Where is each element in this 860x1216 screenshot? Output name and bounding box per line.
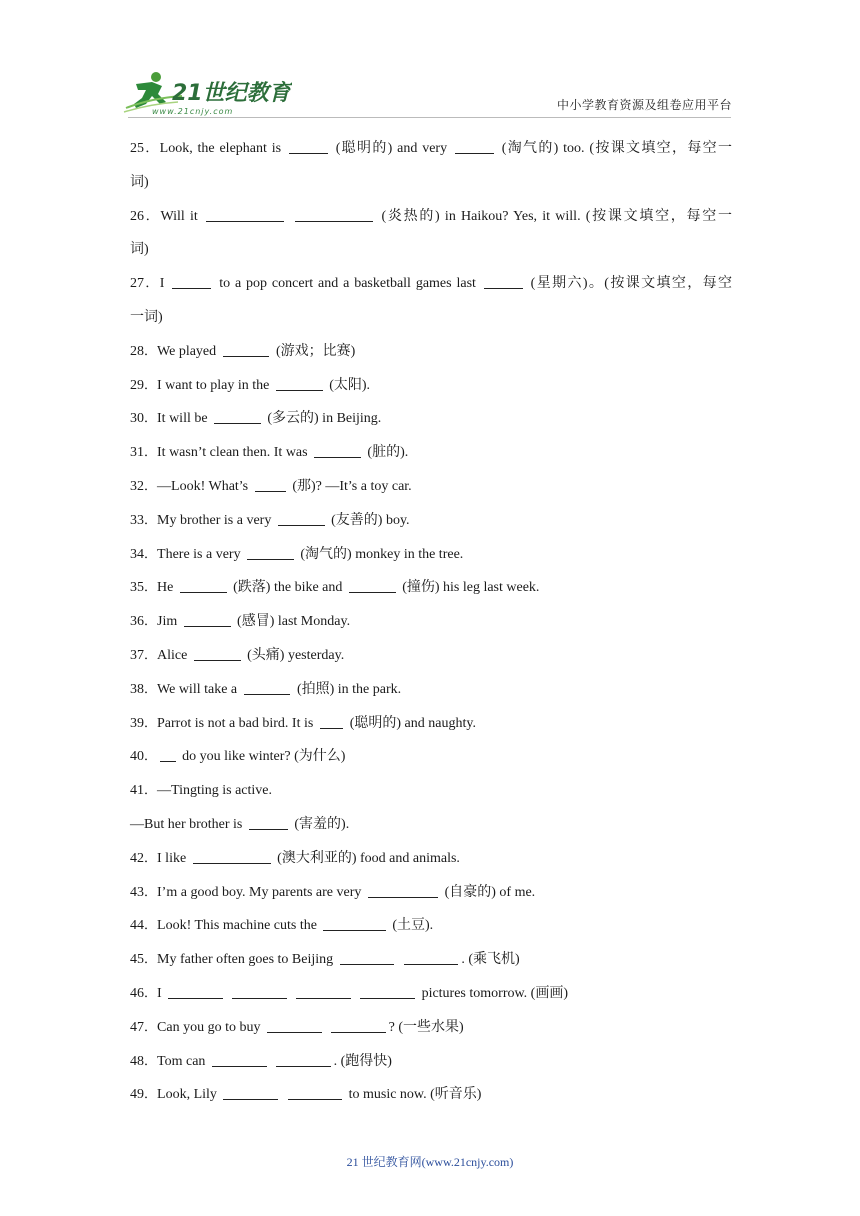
question-text: (澳大利亚的) food and animals.: [273, 850, 460, 866]
question-number: 46: [130, 985, 144, 1001]
question-number: 49: [130, 1087, 144, 1103]
question-number: 29: [130, 377, 144, 393]
answer-blank[interactable]: [323, 929, 385, 931]
question-text: (那)? —It’s a toy car.: [288, 478, 412, 494]
answer-blank[interactable]: [267, 1031, 322, 1033]
answer-blank[interactable]: [288, 1098, 343, 1100]
question-text: Can you go to buy: [157, 1019, 264, 1035]
question-text: 一词): [130, 309, 163, 325]
question-text: [226, 986, 230, 1001]
answer-blank[interactable]: [223, 1098, 278, 1100]
answer-blank[interactable]: [184, 625, 231, 627]
question-text: (多云的) in Beijing.: [263, 411, 382, 427]
question-continuation: [130, 233, 732, 267]
question-text: [290, 986, 294, 1001]
answer-blank[interactable]: [455, 152, 494, 154]
question-number: 36: [130, 614, 144, 630]
answer-blank[interactable]: [349, 591, 396, 593]
question-text: 词): [130, 242, 149, 258]
question-text: (拍照) in the park.: [293, 681, 402, 697]
question-30: 30．It will be (多云的) in Beijing.: [130, 411, 382, 427]
question-text: (友善的) boy.: [327, 512, 410, 528]
question-text: do you like winter? (为什么): [178, 749, 346, 765]
answer-blank[interactable]: [278, 524, 325, 526]
question-43: 43．I’m a good boy. My parents are very (自豪的) of me.: [130, 884, 536, 900]
logo-title: 21世纪教育: [172, 81, 291, 106]
answer-blank[interactable]: [212, 1065, 267, 1067]
answer-blank[interactable]: [180, 591, 227, 593]
question-number: 27: [130, 276, 144, 292]
question-40: 40． do you like winter? (为什么): [130, 749, 346, 765]
header-divider: [128, 117, 731, 118]
question-number: 34: [130, 546, 144, 562]
question-text: We played: [157, 343, 220, 359]
svg-text:www.21cnjy.com: www.21cnjy.com: [152, 107, 234, 116]
answer-blank[interactable]: [249, 828, 288, 830]
question-number: 28: [130, 343, 144, 359]
question-47: 47．Can you go to buy ? (一些水果): [130, 1019, 464, 1035]
question-number: 30: [130, 411, 144, 427]
question-text: My brother is a very: [157, 512, 275, 528]
question-text: (星期六)。(按课文填空，每空: [525, 276, 732, 292]
question-text: Jim: [157, 614, 181, 630]
question-text: We will take a: [157, 681, 241, 697]
answer-blank[interactable]: [314, 456, 361, 458]
question-text: (淘气的) too. (按课文填空，每空一: [496, 141, 732, 156]
question-list: [130, 132, 732, 1112]
question-text: It wasn’t clean then. It was: [157, 445, 312, 461]
question-number: 40: [130, 749, 144, 765]
answer-blank[interactable]: [232, 997, 287, 999]
question-text: (害羞的).: [290, 816, 350, 832]
question-text: I like: [157, 850, 190, 866]
question-text: (土豆).: [388, 918, 434, 934]
question-number: 35: [130, 580, 144, 596]
page-footer[interactable]: 21 世纪教育网(www.21cnjy.com): [346, 1155, 514, 1169]
question-text: ? (一些水果): [388, 1019, 464, 1035]
question-text: Tom can: [157, 1053, 209, 1069]
question-text: There is a very: [157, 546, 245, 562]
question-42: 42．I like (澳大利亚的) food and animals.: [130, 850, 460, 866]
question-text: I: [159, 276, 170, 292]
answer-blank[interactable]: [193, 862, 271, 864]
answer-blank[interactable]: [214, 422, 261, 424]
site-logo[interactable]: [122, 68, 292, 118]
page-header: [0, 0, 860, 125]
answer-blank[interactable]: [340, 963, 395, 965]
question-number: 33: [130, 512, 144, 528]
question-number: 42: [130, 850, 144, 866]
question-39: 39．Parrot is not a bad bird. It is (聪明的) and naughty.: [130, 715, 476, 731]
question-27: 27．I to a pop concert and a basketball games last (星期六)。(按课文填空，每空: [130, 276, 732, 292]
question-text: 词): [130, 174, 149, 190]
question-number: 37: [130, 647, 144, 663]
question-text: Alice: [157, 647, 191, 663]
question-text: (脏的).: [363, 445, 409, 461]
question-text: Look, Lily: [157, 1087, 221, 1103]
question-continuation: [130, 808, 732, 842]
answer-blank[interactable]: [244, 693, 291, 695]
question-25: 25．Look, the elephant is (聪明的) and very (淘气的) too. (按课文填空，每空一: [130, 141, 732, 156]
question-number: 44: [130, 918, 144, 934]
question-text: [287, 209, 292, 224]
header-platform-name: 中小学教育资源及组卷应用平台: [556, 98, 732, 112]
question-text: —Tingting is active.: [157, 783, 273, 799]
question-text: to music now. (听音乐): [345, 1087, 482, 1103]
answer-blank[interactable]: [331, 1031, 386, 1033]
answer-blank[interactable]: [223, 355, 270, 357]
answer-blank[interactable]: [172, 287, 211, 289]
question-38: 38．We will take a (拍照) in the park.: [130, 681, 402, 697]
question-35: 35．He (跌落) the bike and (撞伤) his leg last week.: [130, 580, 540, 596]
question-text: [354, 986, 358, 1001]
question-text: . (乘飞机): [461, 952, 520, 968]
question-text: (头痛) yesterday.: [243, 647, 345, 663]
question-text: (撞伤) his leg last week.: [398, 580, 540, 596]
question-text: My father often goes to Beijing: [157, 952, 337, 968]
question-26: 26．Will it (炎热的) in Haikou? Yes, it will. (按课文填空，每空一: [130, 208, 732, 224]
question-number: 47: [130, 1019, 144, 1035]
question-48: 48．Tom can . (跑得快): [130, 1053, 392, 1069]
question-text: Look, the elephant is: [159, 141, 286, 156]
question-continuation: [130, 301, 732, 335]
question-28: 28．We played (游戏；比赛): [130, 343, 356, 359]
answer-blank[interactable]: [276, 389, 323, 391]
question-number: 45: [130, 952, 144, 968]
answer-blank[interactable]: [360, 997, 415, 999]
question-34: 34．There is a very (淘气的) monkey in the tree.: [130, 546, 464, 562]
question-text: (炎热的) in Haikou? Yes, it will. (按课文填空，每空一: [376, 208, 732, 224]
answer-blank[interactable]: [247, 558, 294, 560]
question-text: (淘气的) monkey in the tree.: [296, 546, 464, 562]
answer-blank[interactable]: [168, 997, 223, 999]
question-33: 33．My brother is a very (友善的) boy.: [130, 512, 410, 528]
question-text: [397, 952, 401, 967]
answer-blank[interactable]: [276, 1065, 331, 1067]
question-text: (聪明的) and naughty.: [346, 715, 476, 731]
question-29: 29．I want to play in the (太阳).: [130, 377, 371, 393]
question-41: 41．—Tingting is active.: [130, 783, 273, 799]
question-number: 32: [130, 478, 144, 494]
question-31: 31．It wasn’t clean then. It was (脏的).: [130, 445, 409, 461]
runner-logo-icon: [122, 68, 292, 118]
question-text: I’m a good boy. My parents are very: [157, 884, 365, 900]
question-text: pictures tomorrow. (画画): [418, 985, 569, 1001]
question-text: (感冒) last Monday.: [233, 614, 351, 630]
question-number: 48: [130, 1053, 144, 1069]
answer-blank[interactable]: [194, 659, 241, 661]
question-number: 25: [130, 141, 144, 156]
question-number: 41: [130, 783, 144, 799]
answer-blank[interactable]: [484, 287, 523, 289]
question-text: —But her brother is: [130, 816, 246, 832]
question-text: [325, 1020, 329, 1035]
question-text: [270, 1054, 274, 1069]
answer-blank[interactable]: [296, 997, 351, 999]
question-49: 49．Look, Lily to music now. (听音乐): [130, 1087, 482, 1103]
answer-blank[interactable]: [255, 490, 286, 492]
question-text: (太阳).: [325, 377, 371, 393]
answer-blank[interactable]: [295, 220, 373, 222]
question-number: 39: [130, 715, 144, 731]
question-number: 43: [130, 884, 144, 900]
answer-blank[interactable]: [368, 896, 438, 898]
question-number: 26: [130, 208, 144, 224]
question-46: 46．I pictures tomorrow. (画画): [130, 985, 569, 1001]
answer-blank[interactable]: [206, 220, 284, 222]
question-text: He: [157, 580, 177, 596]
question-text: [281, 1087, 285, 1102]
answer-blank[interactable]: [289, 152, 328, 154]
question-32: 32．—Look! What’s (那)? —It’s a toy car.: [130, 478, 412, 494]
question-37: 37．Alice (头痛) yesterday.: [130, 647, 345, 663]
question-text: (聪明的) and very: [330, 141, 452, 156]
question-text: —Look! What’s: [157, 478, 252, 494]
question-text: (游戏；比赛): [272, 343, 356, 359]
question-text: I want to play in the: [157, 377, 273, 393]
question-text: I: [157, 985, 166, 1001]
question-number: 38: [130, 681, 144, 697]
question-text: (跌落) the bike and: [229, 580, 346, 596]
question-text: Will it: [160, 208, 204, 224]
question-text: Parrot is not a bad bird. It is: [157, 715, 317, 731]
question-36: 36．Jim (感冒) last Monday.: [130, 614, 351, 630]
question-text: to a pop concert and a basketball games last: [214, 276, 481, 292]
answer-blank[interactable]: [160, 760, 176, 762]
answer-blank[interactable]: [320, 727, 343, 729]
question-text: Look! This machine cuts the: [157, 918, 321, 934]
question-text: It will be: [157, 411, 212, 427]
question-continuation: [130, 166, 732, 200]
question-45: 45．My father often goes to Beijing . (乘飞机): [130, 952, 520, 968]
question-text: . (跑得快): [333, 1053, 392, 1069]
question-text: (自豪的) of me.: [441, 884, 536, 900]
question-44: 44．Look! This machine cuts the (土豆).: [130, 918, 434, 934]
answer-blank[interactable]: [404, 963, 459, 965]
question-number: 31: [130, 445, 144, 461]
